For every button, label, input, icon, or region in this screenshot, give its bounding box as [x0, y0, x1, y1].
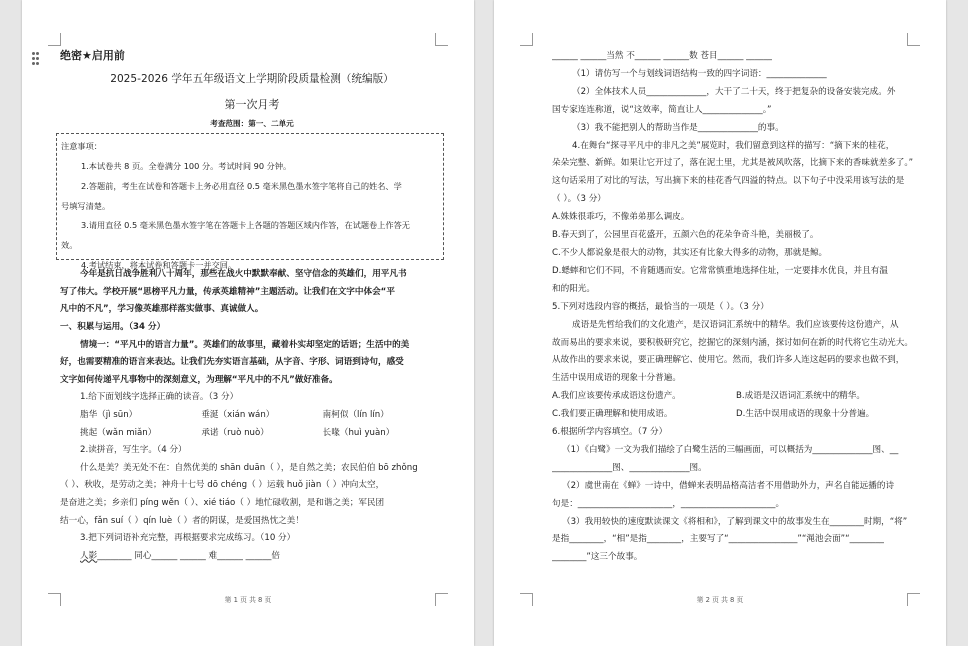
question-line: 3.把下列词语补充完整，再根据要求完成练习。（10 分）	[80, 533, 296, 544]
exam-subtitle: 第一次月考	[224, 98, 280, 112]
document-page-1	[22, 0, 474, 646]
passage-line: 成语是先哲给我们的文化遗产，是汉语词汇系统中的精华。我们应该要传这份遗产，从	[572, 319, 899, 330]
option-line: 和的阳光。	[552, 283, 595, 294]
crop-mark	[435, 33, 448, 46]
pinyin-item: 脂华（jì sūn）	[80, 409, 138, 420]
notice-line: 2.答题前，考生在试卷和答题卡上务必用直径 0.5 毫米黑色墨水签字笔将自己的姓名、学	[81, 180, 402, 191]
passage-line: 生活中误用成语的现象十分普遍。	[552, 373, 681, 384]
passage-line: 从故作出的要求来说，要正确理解它、使用它。然而，我们许多人连这起码的要求也做不到，	[552, 355, 905, 366]
question-line: 1.给下面划线字选择正确的读音。（3 分）	[80, 392, 239, 403]
intro-line: 凡中的不凡”，学习像英雄那样落实做事、真诚做人。	[60, 304, 264, 315]
fill-blanks: ________ 同心______ ______ 难______ ______倍	[97, 550, 281, 561]
option-line: D.蟋蟀和它们不同，不肯随遇而安。它常常慎重地选择住址，一定要排水优良，并且有温	[552, 265, 888, 276]
context-line: 文字如何传递平凡事物中的深刻意义，为理解“平凡中的不凡”做好准备。	[60, 374, 338, 385]
question-line: 是奋进之美；乡亲们 píng wěn（ ）、xié tiáo（ ）地忙碌收割，是和谐之美；军民团	[60, 497, 385, 508]
fill-in-line	[60, 548, 444, 566]
notice-line: 注意事项：	[61, 141, 102, 152]
exam-title: 2025-2026 学年五年级语文上学期阶段质量检测（统编版）	[110, 73, 394, 86]
fill-blanks-line: ______ ______当然 不______ ______数 苍目______ ______	[552, 51, 772, 61]
question-line: 2.读拼音，写生字。（4 分）	[80, 445, 187, 456]
notice-line: 3.请用直径 0.5 毫米黑色墨水签字笔在答题卡上各题的答题区域内作答，在试题卷上作答无	[81, 220, 410, 231]
question-line: 5.下列对选段内容的概括，最恰当的一项是（ ）。（3 分）	[552, 301, 769, 312]
section-heading: 一、积累与运用。（34 分）	[60, 322, 166, 333]
option-c: C.我们要正确理解和使用成语。	[552, 409, 673, 420]
question-line: 是指________，“相”是指________，主要写了“________________”“渑池会面”“________	[552, 534, 884, 545]
question-line: （3）我不能把别人的帮助当作是______________的事。	[572, 122, 784, 133]
passage-line: 故而易出的要求来说，要积极研究它，挖掘它的深刻内涵，探讨如何在新的时代将它生动光大。	[552, 337, 913, 348]
question-line: 这句话采用了对比的写法，写出摘下来的桂花香气四溢的特点。以下句子中没采用该写法的是	[552, 176, 905, 187]
question-line: 4.在舞台“探寻平凡中的非凡之美”展览时，我们留意到这样的描写：“摘下来的桂花，	[572, 140, 895, 151]
notice-box	[56, 133, 444, 271]
confidential-header: 绝密★启用前	[60, 49, 125, 62]
question-line: 国专家连连称道，说“这效率，简直让人______________。”	[552, 104, 772, 115]
notice-line: 效。	[61, 240, 78, 251]
crop-mark	[48, 33, 61, 46]
notice-line: 1.本试卷共 8 页。全卷满分 100 分。考试时间 90 分钟。	[81, 161, 292, 172]
question-line: （2）虞世南在《蝉》一诗中，借蝉来表明品格高洁者不用借助外力，声名自能远播的诗	[562, 480, 895, 491]
intro-line: 写了伟大。学校开展“思榜平凡力量，传承英雄精神”主题活动。让我们在文字中体会“平	[60, 286, 395, 297]
wavy-underlined-word: 人影	[80, 550, 98, 561]
question-line: （ ）、秋收，是劳动之美；神舟十七号 dō chéng（ ）运载 huǒ jiàn（ ）冲向太空，	[60, 480, 385, 491]
context-line: 情境一：“平凡中的语言力量”。英雄们的故事里，藏着朴实却坚定的话语；生活中的美	[80, 339, 410, 350]
notice-line: 号填写清楚。	[61, 200, 111, 211]
crop-mark	[907, 33, 920, 46]
option-line: A.姝姝很乖巧，不像弟弟那么调皮。	[552, 212, 690, 223]
pinyin-item: 南柯似（lín lín）	[322, 409, 389, 420]
pinyin-item: 承诺（ruò nuò）	[201, 427, 269, 438]
page-number: 第 2 页 共 8 页	[696, 596, 744, 604]
question-line: （2）全体技术人员______________，大干了二十天，终于把复杂的设备安装完成。外	[572, 86, 896, 97]
crop-mark	[520, 33, 533, 46]
question-line: （1）《白鹭》一文为我们描绘了白鹭生活的三幅画面，可以概括为______________图、__	[562, 444, 899, 455]
question-line: 朵朵完整、新鲜。如果让它开过了，落在泥土里，尤其是被风吹落，比摘下来的香味就差多了。”	[552, 158, 914, 169]
question-line: 结一心，fǎn suí（ ）qín luè（ ）者的阴谋，是爱国热忱之美！	[60, 515, 304, 526]
option-line: B.春天到了，公园里百花盛开，五颜六色的花朵争奇斗艳，美丽极了。	[552, 230, 819, 241]
notice-line: 4.考试结束，将本试卷和答题卡一并交回。	[81, 260, 237, 271]
intro-line: 今年是抗日战争胜利八十周年，那些在战火中默默奉献、坚守信念的英雄们，用平凡书	[80, 269, 407, 280]
question-line: ______________图、______________图。	[552, 462, 707, 473]
question-line: （1）请仿写一个与划线词语结构一致的四字词语：______________	[572, 68, 827, 79]
context-line: 好，也需要精准的语言来表达。让我们先夯实语言基础，从字音、字形、词语到诗句，感受	[60, 357, 404, 368]
pinyin-item: 垂涎（xián wán）	[201, 409, 275, 420]
question-line: 句是：______________________，______________________。	[552, 498, 785, 509]
question-line: （ ）。（3 分）	[552, 194, 606, 205]
pinyin-item: 长喙（huì yuàn）	[322, 427, 395, 438]
options-row	[552, 388, 920, 406]
drag-handle-icon[interactable]	[32, 52, 40, 68]
option-b: B.成语是汉语词汇系统中的精华。	[736, 391, 865, 402]
options-row	[552, 406, 920, 424]
question-line: （3）我用较快的速度默读课文《将相和》，了解到课文中的故事发生在________时期，“将”	[562, 516, 908, 527]
question-line: 6.根据所学内容填空。（7 分）	[552, 427, 668, 438]
document-page-2	[494, 0, 946, 646]
pinyin-item: 挑起（wǎn miǎn）	[80, 427, 157, 438]
option-d: D.生活中误用成语的现象十分普遍。	[736, 409, 875, 420]
exam-scope: 考查范围：第一、二单元	[210, 118, 294, 128]
option-line: C.不少人都说象是很大的动物，其实还有比象大得多的动物，那就是鲸。	[552, 247, 828, 258]
pinyin-row	[60, 407, 444, 425]
pinyin-row	[60, 425, 444, 443]
question-line: 什么是美？美无处不在：自然优美的 shān duān（ ），是自然之美；农民伯伯 bō zhǒng	[80, 462, 418, 473]
page-number: 第 1 页 共 8 页	[224, 596, 272, 604]
question-line: ________”这三个故事。	[552, 552, 643, 563]
option-a: A.我们应该要传承成语这份遗产。	[552, 391, 681, 402]
